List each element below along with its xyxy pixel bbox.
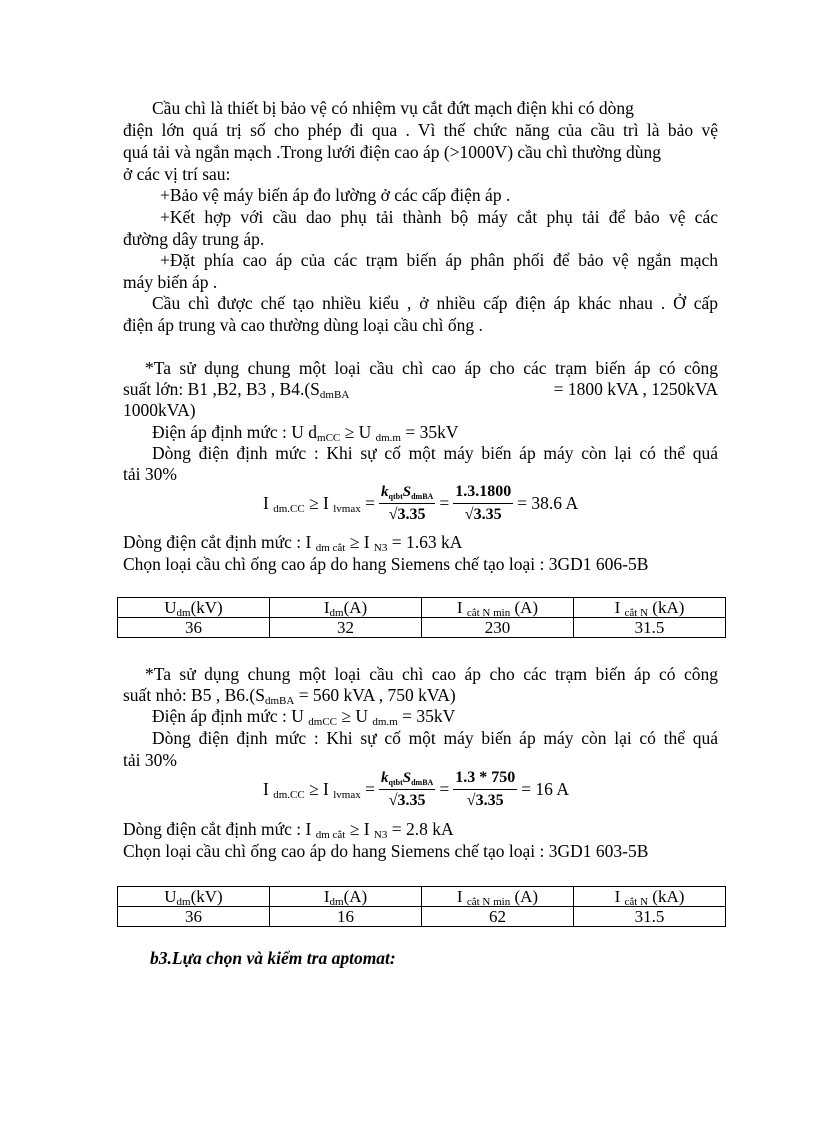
- sec2-voltage: Điện áp định mức : U $_{dmCC}$ ≥ U $_{dm.m}$ = 35kV: [152, 706, 456, 728]
- table-row: [118, 907, 726, 927]
- sec1-line-3: 1000kVA): [123, 400, 196, 420]
- intro-line-8: +Đặt phía cao áp của các trạm biến áp phân phối để bảo vệ ngắn mạch: [160, 250, 718, 270]
- sec1-formula-frac-1: $\frac{k_{qtbt}S_{dmBA}}{√3.35}$: [381, 484, 434, 523]
- sec2-line-1: *Ta sử dụng chung một loại cầu chì cao áp cho các trạm biến áp có công: [145, 664, 718, 684]
- sec1-current-2: tải 30%: [123, 464, 177, 484]
- intro-line-3: quá tải và ngắn mạch .Trong lưới điện cao áp (>1000V) cầu chì thường dùng: [123, 142, 662, 162]
- sec1-line-1: *Ta sử dụng chung một loại cầu chì cao áp cho các trạm biến áp có công: [145, 358, 718, 378]
- col-header-idm: $I_{dm}(A)$: [270, 598, 422, 618]
- sec2-current-1: Dòng điện định mức : Khi sự cố một máy biến áp máy còn lại có thể quá: [152, 728, 718, 748]
- sec1-choose: Chọn loại cầu chì ống cao áp do hang Siemens chế tạo loại : 3GD1 606-5B: [123, 554, 649, 574]
- intro-line-6: +Kết hợp với cầu dao phụ tải thành bộ máy cắt phụ tải để bảo vệ các: [160, 207, 718, 227]
- sec2-line-2: suất nhỏ: B5 , $B6.(S_{dmBA} = 560$ kVA , 750 kVA): [123, 685, 456, 707]
- cell-icat: 31.5: [574, 907, 726, 927]
- sec2-formula-frac-2: $\frac{1.3 * 750}{√3.35}$: [455, 769, 516, 809]
- sec2-choose: Chọn loại cầu chì ống cao áp do hang Siemens chế tạo loại : 3GD1 603-5B: [123, 841, 649, 861]
- sec1-formula-lhs: I $_{dm.CC}$ ≥ I $_{lvmax}$ =: [263, 493, 375, 515]
- sec1-cut: Dòng điện cắt định mức : I $_{dm cắt}$ ≥ I $_{N3}$ = 1.63 kA: [123, 532, 463, 554]
- cell-icat: 31.5: [574, 618, 726, 638]
- sec1-spec-table: [117, 597, 726, 638]
- table-row: [118, 887, 726, 907]
- sec1-current-1: Dòng điện định mức : Khi sự cố một máy biến áp máy còn lại có thể quá: [152, 443, 718, 463]
- col-header-udm: $U_{dm}(kV)$: [118, 598, 270, 618]
- cell-idm: 16: [270, 907, 422, 927]
- intro-line-4: ở các vị trí sau:: [123, 164, 231, 184]
- sec1-line-2: [123, 379, 718, 399]
- intro-line-7: đường dây trung áp.: [123, 229, 265, 249]
- intro-line-9: máy biến áp .: [123, 272, 218, 292]
- sec1-formula-frac-2: $\frac{1.3.1800}{√3.35}$: [455, 483, 512, 523]
- sec1-formula: I $_{dm.CC}$ ≥ I $_{lvmax}$ = $\frac{k_{qtbt}S_{dmBA}}{√3.35}$ = $\frac{1.3.1800}{√3.35}$ = 38.6 A: [263, 483, 579, 523]
- intro-line-10: Cầu chì được chế tạo nhiều kiểu , ở nhiều cấp điện áp khác nhau . Ở cấp: [152, 293, 718, 313]
- table-row: [118, 598, 726, 618]
- table-row: [118, 618, 726, 638]
- col-header-idm: $I_{dm}(A)$: [270, 887, 422, 907]
- sec1-formula-result: = 38.6 A: [517, 493, 579, 513]
- sec2-formula-frac-1: $\frac{k_{qtbt}S_{dmBA}}{√3.35}$: [381, 770, 434, 809]
- sec2-spec-table: [117, 886, 726, 927]
- col-header-icat-min: I $_{cắt N min}$ (A): [422, 598, 574, 618]
- cell-udm: 36: [118, 907, 270, 927]
- intro-line-2: điện lớn quá trị số cho phép đi qua . Vì thế chức năng của cầu trì là bảo vệ: [123, 120, 718, 140]
- sec2-current-2: tải 30%: [123, 750, 177, 770]
- intro-line-5: +Bảo vệ máy biến áp đo lường ở các cấp điện áp .: [160, 185, 511, 205]
- col-header-icat: I $_{cắt N}$ (kA): [574, 598, 726, 618]
- col-header-icat-min: I $_{cắt N min}$ (A): [422, 887, 574, 907]
- cell-udm: 36: [118, 618, 270, 638]
- sec1-voltage: Điện áp định mức : U $d_{mCC} \ge U$ $_{dm.m}$ = 35kV: [152, 422, 459, 444]
- intro-line-1: Cầu chì là thiết bị bảo vệ có nhiệm vụ cắt đứt mạch điện khi có dòng: [152, 98, 634, 118]
- sec2-cut: Dòng điện cắt định mức : I $_{dm cắt}$ ≥ I $_{N3}$ = 2.8 kA: [123, 819, 454, 841]
- sec1-line-2-left: suất lớn: B1 ,B2, B3 , $B4.(S_{dmBA}$: [123, 379, 350, 401]
- cell-idm: 32: [270, 618, 422, 638]
- sec2-formula-lhs: I $_{dm.CC}$ ≥ I $_{lvmax}$ =: [263, 779, 375, 801]
- section-heading-b3: b3.Lựa chọn và kiểm tra aptomat:: [150, 948, 396, 968]
- col-header-icat: I $_{cắt N}$ (kA): [574, 887, 726, 907]
- col-header-udm: $U_{dm}(kV)$: [118, 887, 270, 907]
- sec2-formula: I $_{dm.CC}$ ≥ I $_{lvmax}$ = $\frac{k_{qtbt}S_{dmBA}}{√3.35}$ = $\frac{1.3 * 750}{√3.35}$ = 16 A: [263, 769, 569, 809]
- cell-icat-min: 230: [422, 618, 574, 638]
- intro-line-11: điện áp trung và cao thường dùng loại cầu chì ống .: [123, 315, 483, 335]
- sec1-line-2-right: = 1800 kVA , 1250kVA: [553, 379, 718, 399]
- sec2-formula-result: = 16 A: [521, 779, 569, 799]
- cell-icat-min: 62: [422, 907, 574, 927]
